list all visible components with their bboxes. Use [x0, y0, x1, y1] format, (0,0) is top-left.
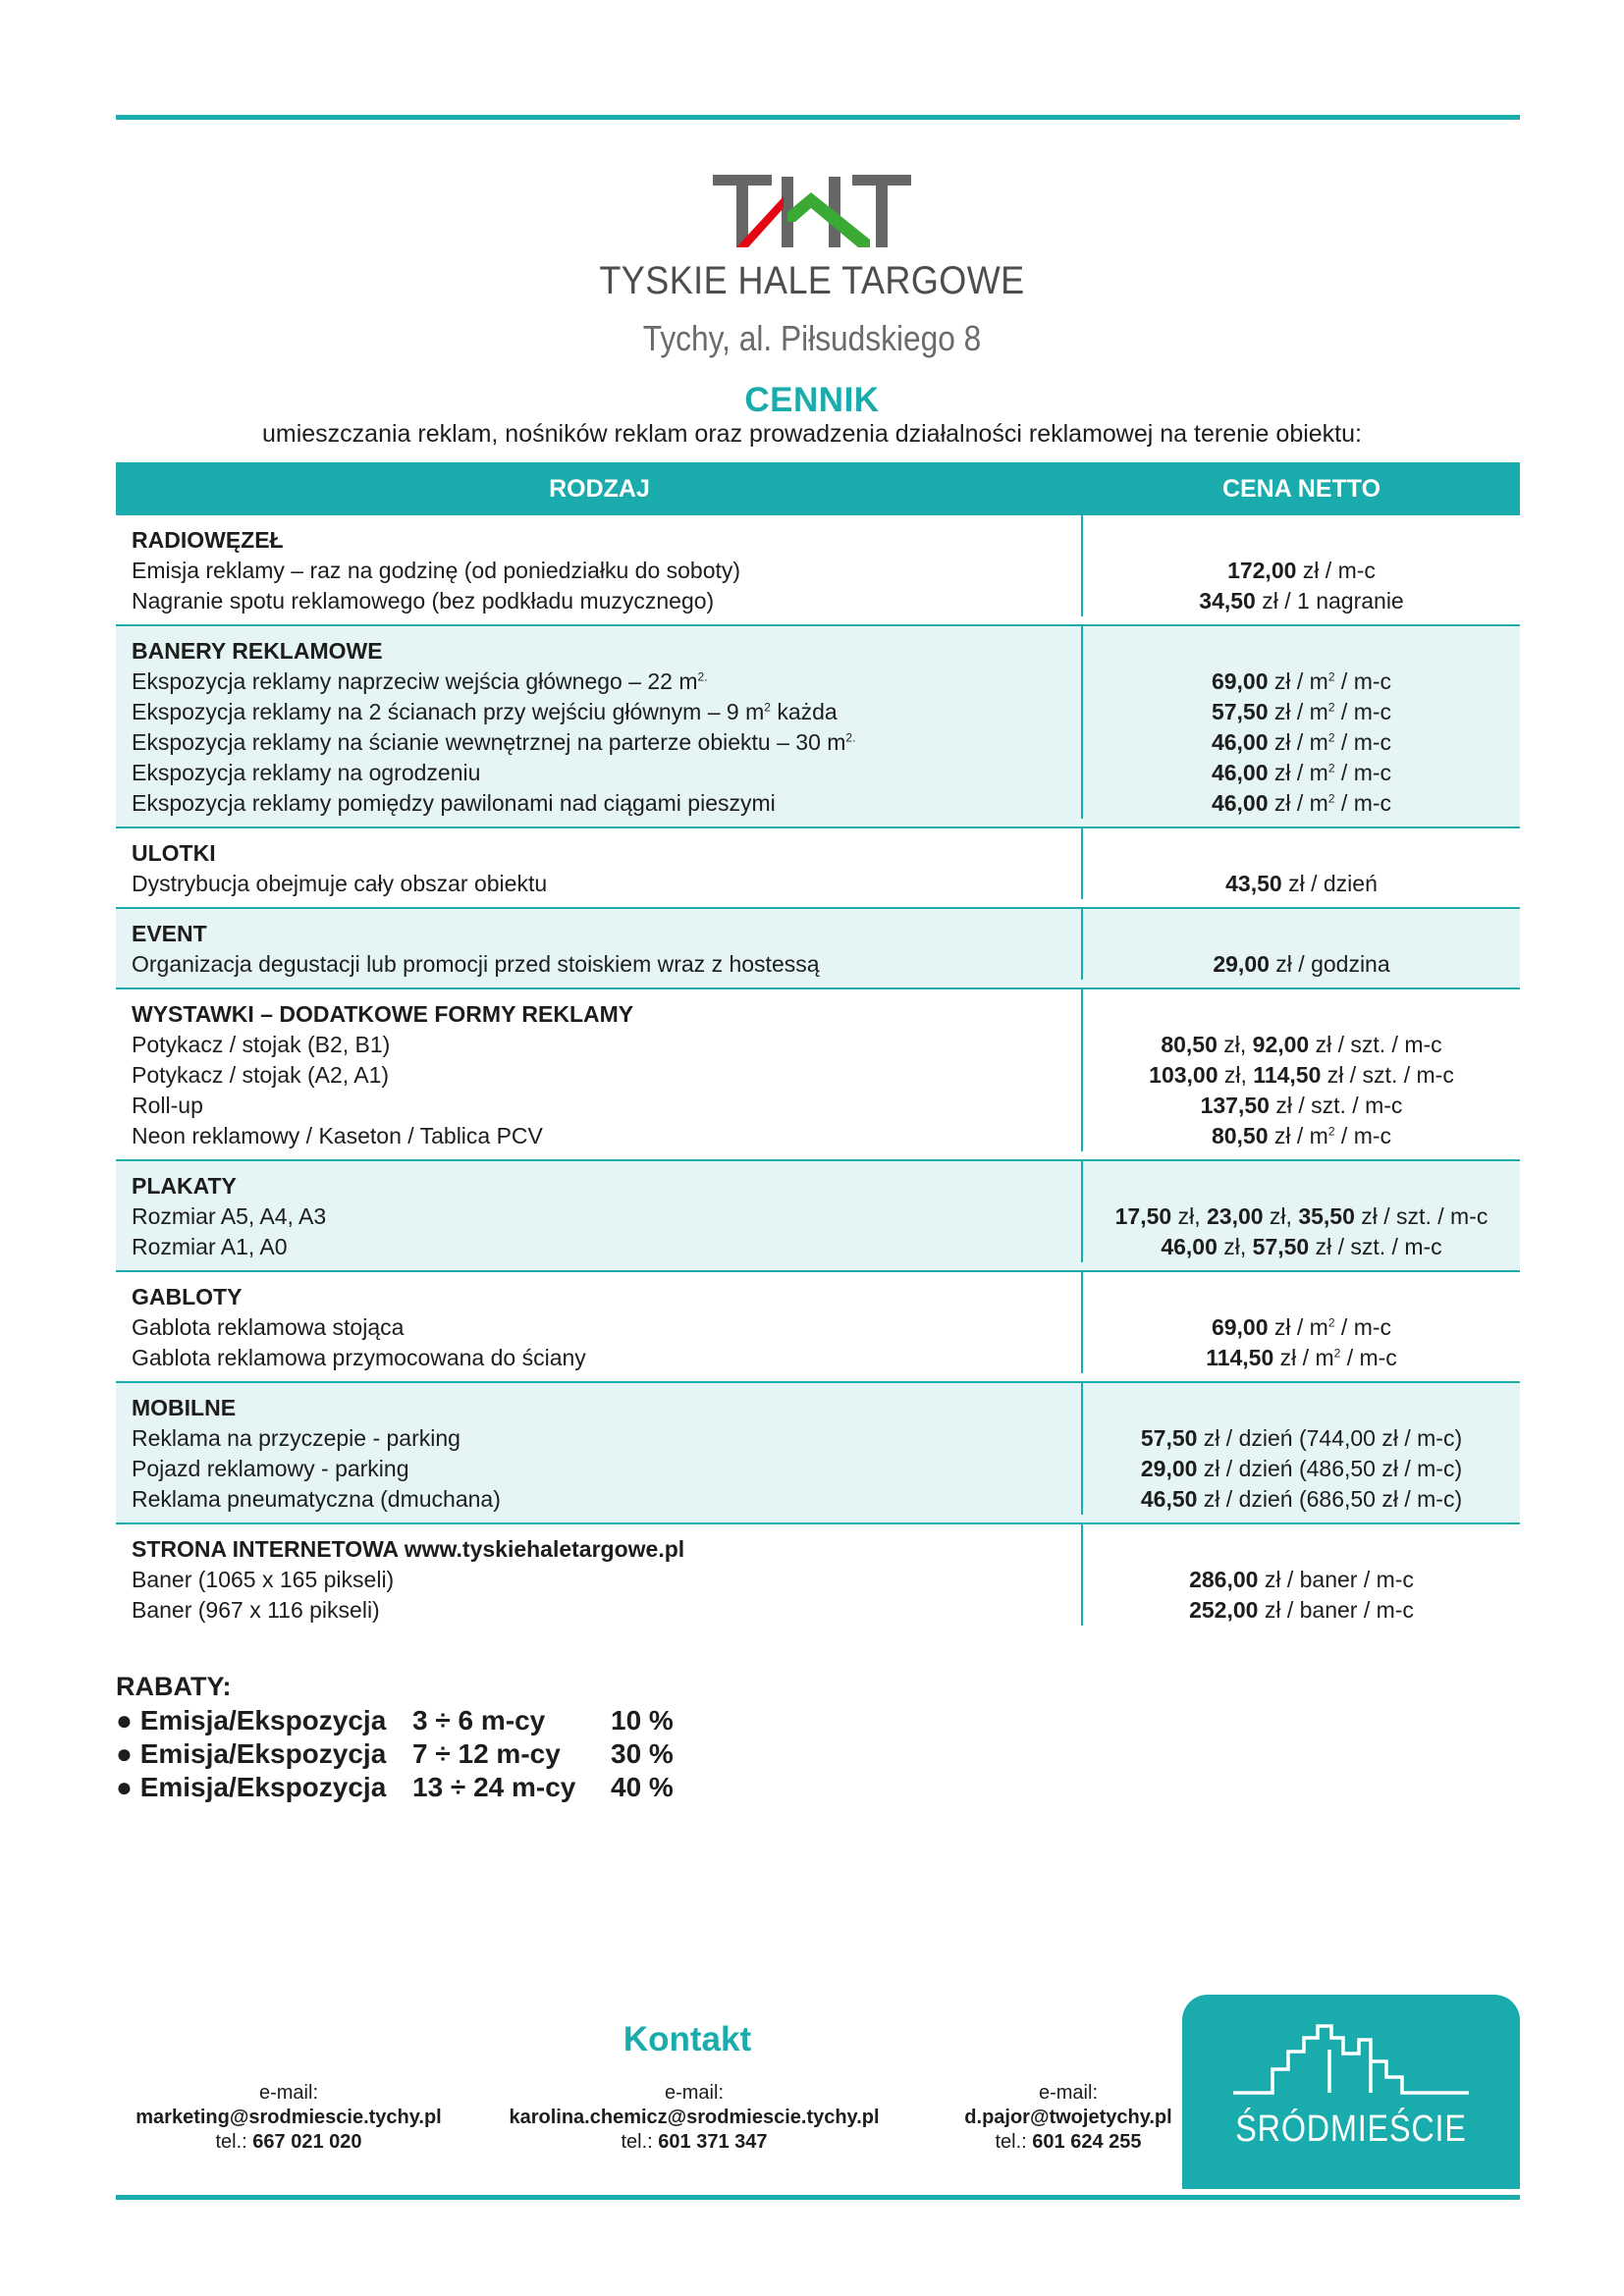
item-text: Gablota reklamowa przymocowana do ściany [132, 1345, 586, 1370]
phone-label: tel.: [995, 2131, 1033, 2153]
price-part: zł / baner / m-c [1258, 1567, 1414, 1592]
price-part: zł, [1217, 1032, 1253, 1057]
brand-name: ŚRÓDMIEŚCIE [1235, 2109, 1467, 2150]
discount-period: 3 ÷ 6 m-cy [412, 1705, 546, 1735]
section-title: GABLOTY [132, 1284, 243, 1309]
price-part: 114,50 [1206, 1345, 1274, 1370]
phone-line [116, 2130, 461, 2155]
document-title: CENNIK [744, 381, 880, 419]
phone-line [483, 2130, 905, 2155]
tht-logo [713, 175, 911, 247]
item-description [132, 1454, 1081, 1484]
item-text: Ekspozycja reklamy na ścianie wewnętrznej na parterze obiektu – 30 m [132, 729, 846, 755]
price-part: 29,00 [1140, 1456, 1198, 1481]
section-items [116, 515, 1083, 616]
price-part: / m-c [1334, 1123, 1392, 1148]
price-part: zł / baner / m-c [1258, 1597, 1414, 1623]
table-section [116, 1272, 1520, 1383]
price-part: zł / m [1268, 1123, 1328, 1148]
price-part: / m-c [1334, 790, 1392, 816]
item-text: Ekspozycja reklamy na 2 ścianach przy wejściu głównym – 9 m [132, 699, 765, 724]
price-part: 137,50 [1200, 1093, 1270, 1118]
price-part: zł / dzień (744,00 zł / m-c) [1197, 1425, 1463, 1451]
price-part: 2 [1327, 730, 1335, 745]
price-part: zł / m [1268, 729, 1328, 755]
email-link[interactable]: d.pajor@twojetychy.pl [964, 2107, 1172, 2128]
section-title: EVENT [132, 921, 207, 946]
table-section [116, 1524, 1520, 1633]
price-value [1083, 788, 1520, 819]
item-text: Pojazd reklamowy - parking [132, 1456, 409, 1481]
phone-line [921, 2130, 1216, 2155]
price-value [1083, 869, 1520, 899]
item-description [132, 667, 1081, 697]
address: Tychy, al. Piłsudskiego 8 [642, 318, 982, 358]
price-part: zł / szt. / m-c [1269, 1093, 1403, 1118]
price-part: zł / szt. / m-c [1309, 1032, 1442, 1057]
section-prices [1083, 909, 1520, 980]
price-part: 29,00 [1213, 951, 1270, 977]
price-part: 69,00 [1211, 1314, 1269, 1340]
price-part: 2 [1327, 700, 1335, 715]
price-value [1083, 697, 1520, 727]
section-items [116, 1524, 1083, 1626]
price-part: 2 [1327, 1315, 1335, 1330]
discount-period: 7 ÷ 12 m-cy [412, 1738, 561, 1769]
section-items [116, 828, 1083, 899]
price-part: 80,50 [1211, 1123, 1269, 1148]
price-part: zł / m [1268, 699, 1328, 724]
price-part: 46,00 [1211, 790, 1269, 816]
item-description [132, 1595, 1081, 1626]
price-part: 34,50 [1199, 588, 1256, 614]
item-text: Gablota reklamowa stojąca [132, 1314, 405, 1340]
price-value [1083, 556, 1520, 586]
price-part: 57,50 [1252, 1234, 1310, 1259]
price-part: zł / 1 nagranie [1255, 588, 1404, 614]
item-description [132, 1343, 1081, 1373]
contact-title: Kontakt [623, 2020, 752, 2058]
table-section [116, 828, 1520, 909]
price-part: 2 [1327, 1124, 1335, 1139]
price-part: zł / godzina [1269, 951, 1390, 977]
item-text: Roll-up [132, 1093, 203, 1118]
column-header-price: CENA NETTO [1221, 474, 1381, 503]
price-part: 35,50 [1298, 1203, 1355, 1229]
item-text: Organizacja degustacji lub promocji przed stoiskiem wraz z hostessą [132, 951, 820, 977]
table-section [116, 1383, 1520, 1524]
price-part: zł, [1171, 1203, 1207, 1229]
item-description [132, 1201, 1081, 1232]
price-value [1083, 667, 1520, 697]
phone-number[interactable]: 601 624 255 [1032, 2131, 1142, 2153]
discount-name: ● Emisja/Ekspozycja [116, 1772, 387, 1802]
email-label: e-mail: [664, 2082, 724, 2104]
price-value [1083, 758, 1520, 788]
table-section [116, 909, 1520, 989]
item-description [132, 1423, 1081, 1454]
price-value [1083, 1121, 1520, 1151]
hall-name: TYSKIE HALE TARGOWE [599, 259, 1025, 302]
section-prices [1083, 1272, 1520, 1373]
item-description [132, 1121, 1081, 1151]
section-prices [1083, 626, 1520, 819]
price-part: zł / m [1273, 1345, 1334, 1370]
contact-person [116, 2081, 461, 2155]
discount-name: ● Emisja/Ekspozycja [116, 1705, 387, 1735]
price-part: zł / szt. / m-c [1354, 1203, 1489, 1229]
spacer [1083, 636, 1520, 667]
price-part: zł / dzień (486,50 zł / m-c) [1197, 1456, 1463, 1481]
price-part: 2 [1333, 1346, 1341, 1361]
price-part: 46,00 [1161, 1234, 1218, 1259]
price-part: 80,50 [1161, 1032, 1218, 1057]
item-description [132, 556, 1081, 586]
phone-label: tel.: [621, 2131, 659, 2153]
item-text: Nagranie spotu reklamowego (bez podkładu muzycznego) [132, 588, 715, 614]
price-part: zł / m [1268, 790, 1328, 816]
section-title: STRONA INTERNETOWA www.tyskiehaletargowe.pl [132, 1536, 685, 1562]
price-value [1083, 1201, 1520, 1232]
spacer [1083, 1534, 1520, 1565]
section-prices [1083, 1524, 1520, 1626]
price-table [116, 462, 1520, 1633]
spacer [1083, 919, 1520, 949]
price-value [1083, 949, 1520, 980]
spacer [1083, 525, 1520, 556]
spacer [1083, 1393, 1520, 1423]
email-label: e-mail: [1038, 2082, 1098, 2104]
discount-row [116, 1771, 689, 1804]
item-text: Baner (967 x 116 pikseli) [132, 1597, 380, 1623]
item-text: Ekspozycja reklamy pomiędzy pawilonami nad ciągami pieszymi [132, 790, 776, 816]
item-description [132, 758, 1081, 788]
price-part: 46,50 [1140, 1486, 1198, 1512]
price-part: zł, [1263, 1203, 1299, 1229]
discount-name: ● Emisja/Ekspozycja [116, 1738, 387, 1769]
price-value [1083, 727, 1520, 758]
section-title: MOBILNE [132, 1395, 237, 1420]
superscript: 2. [697, 669, 708, 684]
item-text: Baner (1065 x 165 pikseli) [132, 1567, 395, 1592]
discount-row [116, 1737, 689, 1771]
item-description [132, 1091, 1081, 1121]
table-section [116, 626, 1520, 828]
section-items [116, 1383, 1083, 1515]
price-value [1083, 1343, 1520, 1373]
price-part: zł, [1217, 1234, 1253, 1259]
section-items [116, 1272, 1083, 1373]
item-description [132, 727, 1081, 758]
email-link[interactable]: marketing@srodmiescie.tychy.pl [135, 2107, 442, 2128]
price-part: 103,00 [1149, 1062, 1218, 1088]
price-part: 92,00 [1252, 1032, 1310, 1057]
price-part: 2 [1327, 761, 1335, 775]
bottom-rule [116, 2195, 1520, 2200]
section-items [116, 909, 1083, 980]
price-part: 17,50 [1114, 1203, 1172, 1229]
item-text: Reklama na przyczepie - parking [132, 1425, 460, 1451]
table-header [116, 462, 1520, 515]
price-part: zł / m-c [1296, 558, 1376, 583]
price-part: zł, [1218, 1062, 1254, 1088]
price-part: zł / m [1268, 1314, 1328, 1340]
price-part: 69,00 [1211, 668, 1269, 694]
item-description [132, 1030, 1081, 1060]
item-description [132, 1232, 1081, 1262]
discount-period: 13 ÷ 24 m-cy [412, 1772, 576, 1802]
price-part: zł / m [1268, 760, 1328, 785]
price-part: 172,00 [1227, 558, 1297, 583]
price-value [1083, 1595, 1520, 1626]
section-title: ULOTKI [132, 840, 216, 866]
item-text: Potykacz / stojak (A2, A1) [132, 1062, 390, 1088]
price-part: / m-c [1334, 760, 1392, 785]
item-description [132, 586, 1081, 616]
srodmiescie-logo-box [1182, 1995, 1520, 2189]
discount-value: 10 % [611, 1705, 674, 1735]
section-prices [1083, 515, 1520, 616]
contact-person [921, 2081, 1216, 2155]
table-body [116, 515, 1520, 1633]
price-value [1083, 1030, 1520, 1060]
price-part: zł / dzień (686,50 zł / m-c) [1197, 1486, 1463, 1512]
phone-label: tel.: [215, 2131, 253, 2153]
item-text: Rozmiar A5, A4, A3 [132, 1203, 327, 1229]
price-value [1083, 1312, 1520, 1343]
section-prices [1083, 1161, 1520, 1262]
discount-value: 30 % [611, 1738, 674, 1769]
item-description [132, 869, 1081, 899]
item-description [132, 1565, 1081, 1595]
price-part: 43,50 [1225, 871, 1282, 896]
item-text: Ekspozycja reklamy naprzeciw wejścia głównego – 22 m [132, 668, 698, 694]
price-part: zł / dzień [1281, 871, 1378, 896]
price-part: 2 [1327, 669, 1335, 684]
item-description [132, 1312, 1081, 1343]
price-part: 2 [1327, 791, 1335, 806]
section-items [116, 1161, 1083, 1262]
price-part: 252,00 [1189, 1597, 1259, 1623]
section-title: WYSTAWKI – DODATKOWE FORMY REKLAMY [132, 1001, 634, 1027]
item-description [132, 949, 1081, 980]
price-part: 57,50 [1211, 699, 1269, 724]
phone-number[interactable]: 667 021 020 [252, 2131, 362, 2153]
price-value [1083, 1060, 1520, 1091]
city-skyline-icon [1233, 2020, 1469, 2099]
price-part: 46,00 [1211, 729, 1269, 755]
price-part: 286,00 [1189, 1567, 1259, 1592]
price-part: / m-c [1334, 729, 1392, 755]
discount-value: 40 % [611, 1772, 674, 1802]
item-description [132, 788, 1081, 819]
phone-number[interactable]: 601 371 347 [658, 2131, 768, 2153]
price-value [1083, 1091, 1520, 1121]
email-label: e-mail: [258, 2082, 318, 2104]
discounts-section [116, 1669, 689, 1804]
discount-row [116, 1704, 689, 1737]
item-text: Rozmiar A1, A0 [132, 1234, 288, 1259]
price-part: zł / szt. / m-c [1321, 1062, 1454, 1088]
item-text: Dystrybucja obejmuje cały obszar obiektu [132, 871, 548, 896]
price-part: 114,50 [1253, 1062, 1322, 1088]
price-value [1083, 586, 1520, 616]
column-header-type: RODZAJ [549, 474, 650, 503]
section-prices [1083, 989, 1520, 1151]
item-text: Neon reklamowy / Kaseton / Tablica PCV [132, 1123, 543, 1148]
price-value [1083, 1454, 1520, 1484]
price-value [1083, 1565, 1520, 1595]
item-text: Reklama pneumatyczna (dmuchana) [132, 1486, 501, 1512]
price-part: / m-c [1334, 668, 1392, 694]
item-text: Emisja reklamy – raz na godzinę (od poniedziałku do soboty) [132, 558, 741, 583]
item-description [132, 1060, 1081, 1091]
section-title: BANERY REKLAMOWE [132, 638, 383, 664]
section-prices [1083, 1383, 1520, 1515]
spacer [1083, 1282, 1520, 1312]
contact-person [483, 2081, 905, 2155]
section-items [116, 989, 1083, 1151]
table-section [116, 1161, 1520, 1272]
item-description [132, 697, 1081, 727]
price-part: zł / szt. / m-c [1309, 1234, 1442, 1259]
email-link[interactable]: karolina.chemicz@srodmiescie.tychy.pl [509, 2107, 880, 2128]
item-text: Potykacz / stojak (B2, B1) [132, 1032, 391, 1057]
price-part: 57,50 [1140, 1425, 1198, 1451]
price-part: / m-c [1334, 1314, 1392, 1340]
superscript: 2. [845, 730, 856, 745]
spacer [1083, 838, 1520, 869]
section-items [116, 626, 1083, 819]
price-value [1083, 1423, 1520, 1454]
item-description [132, 1484, 1081, 1515]
section-title: RADIOWĘZEŁ [132, 527, 284, 553]
price-value [1083, 1484, 1520, 1515]
document-subtitle: umieszczania reklam, nośników reklam oraz prowadzenia działalności reklamowej na terenie obiektu: [262, 420, 1362, 448]
price-part: / m-c [1340, 1345, 1397, 1370]
section-prices [1083, 828, 1520, 899]
price-part: / m-c [1334, 699, 1392, 724]
item-tail: każda [770, 699, 838, 724]
table-section [116, 515, 1520, 626]
spacer [1083, 999, 1520, 1030]
price-value [1083, 1232, 1520, 1262]
table-section [116, 989, 1520, 1161]
top-rule [116, 115, 1520, 120]
discounts-title: RABATY: [116, 1672, 232, 1701]
price-part: 23,00 [1206, 1203, 1264, 1229]
spacer [1083, 1171, 1520, 1201]
price-part: 46,00 [1211, 760, 1269, 785]
item-text: Ekspozycja reklamy na ogrodzeniu [132, 760, 481, 785]
price-part: zł / m [1268, 668, 1328, 694]
superscript: 2 [764, 700, 771, 715]
section-title: PLAKATY [132, 1173, 237, 1199]
